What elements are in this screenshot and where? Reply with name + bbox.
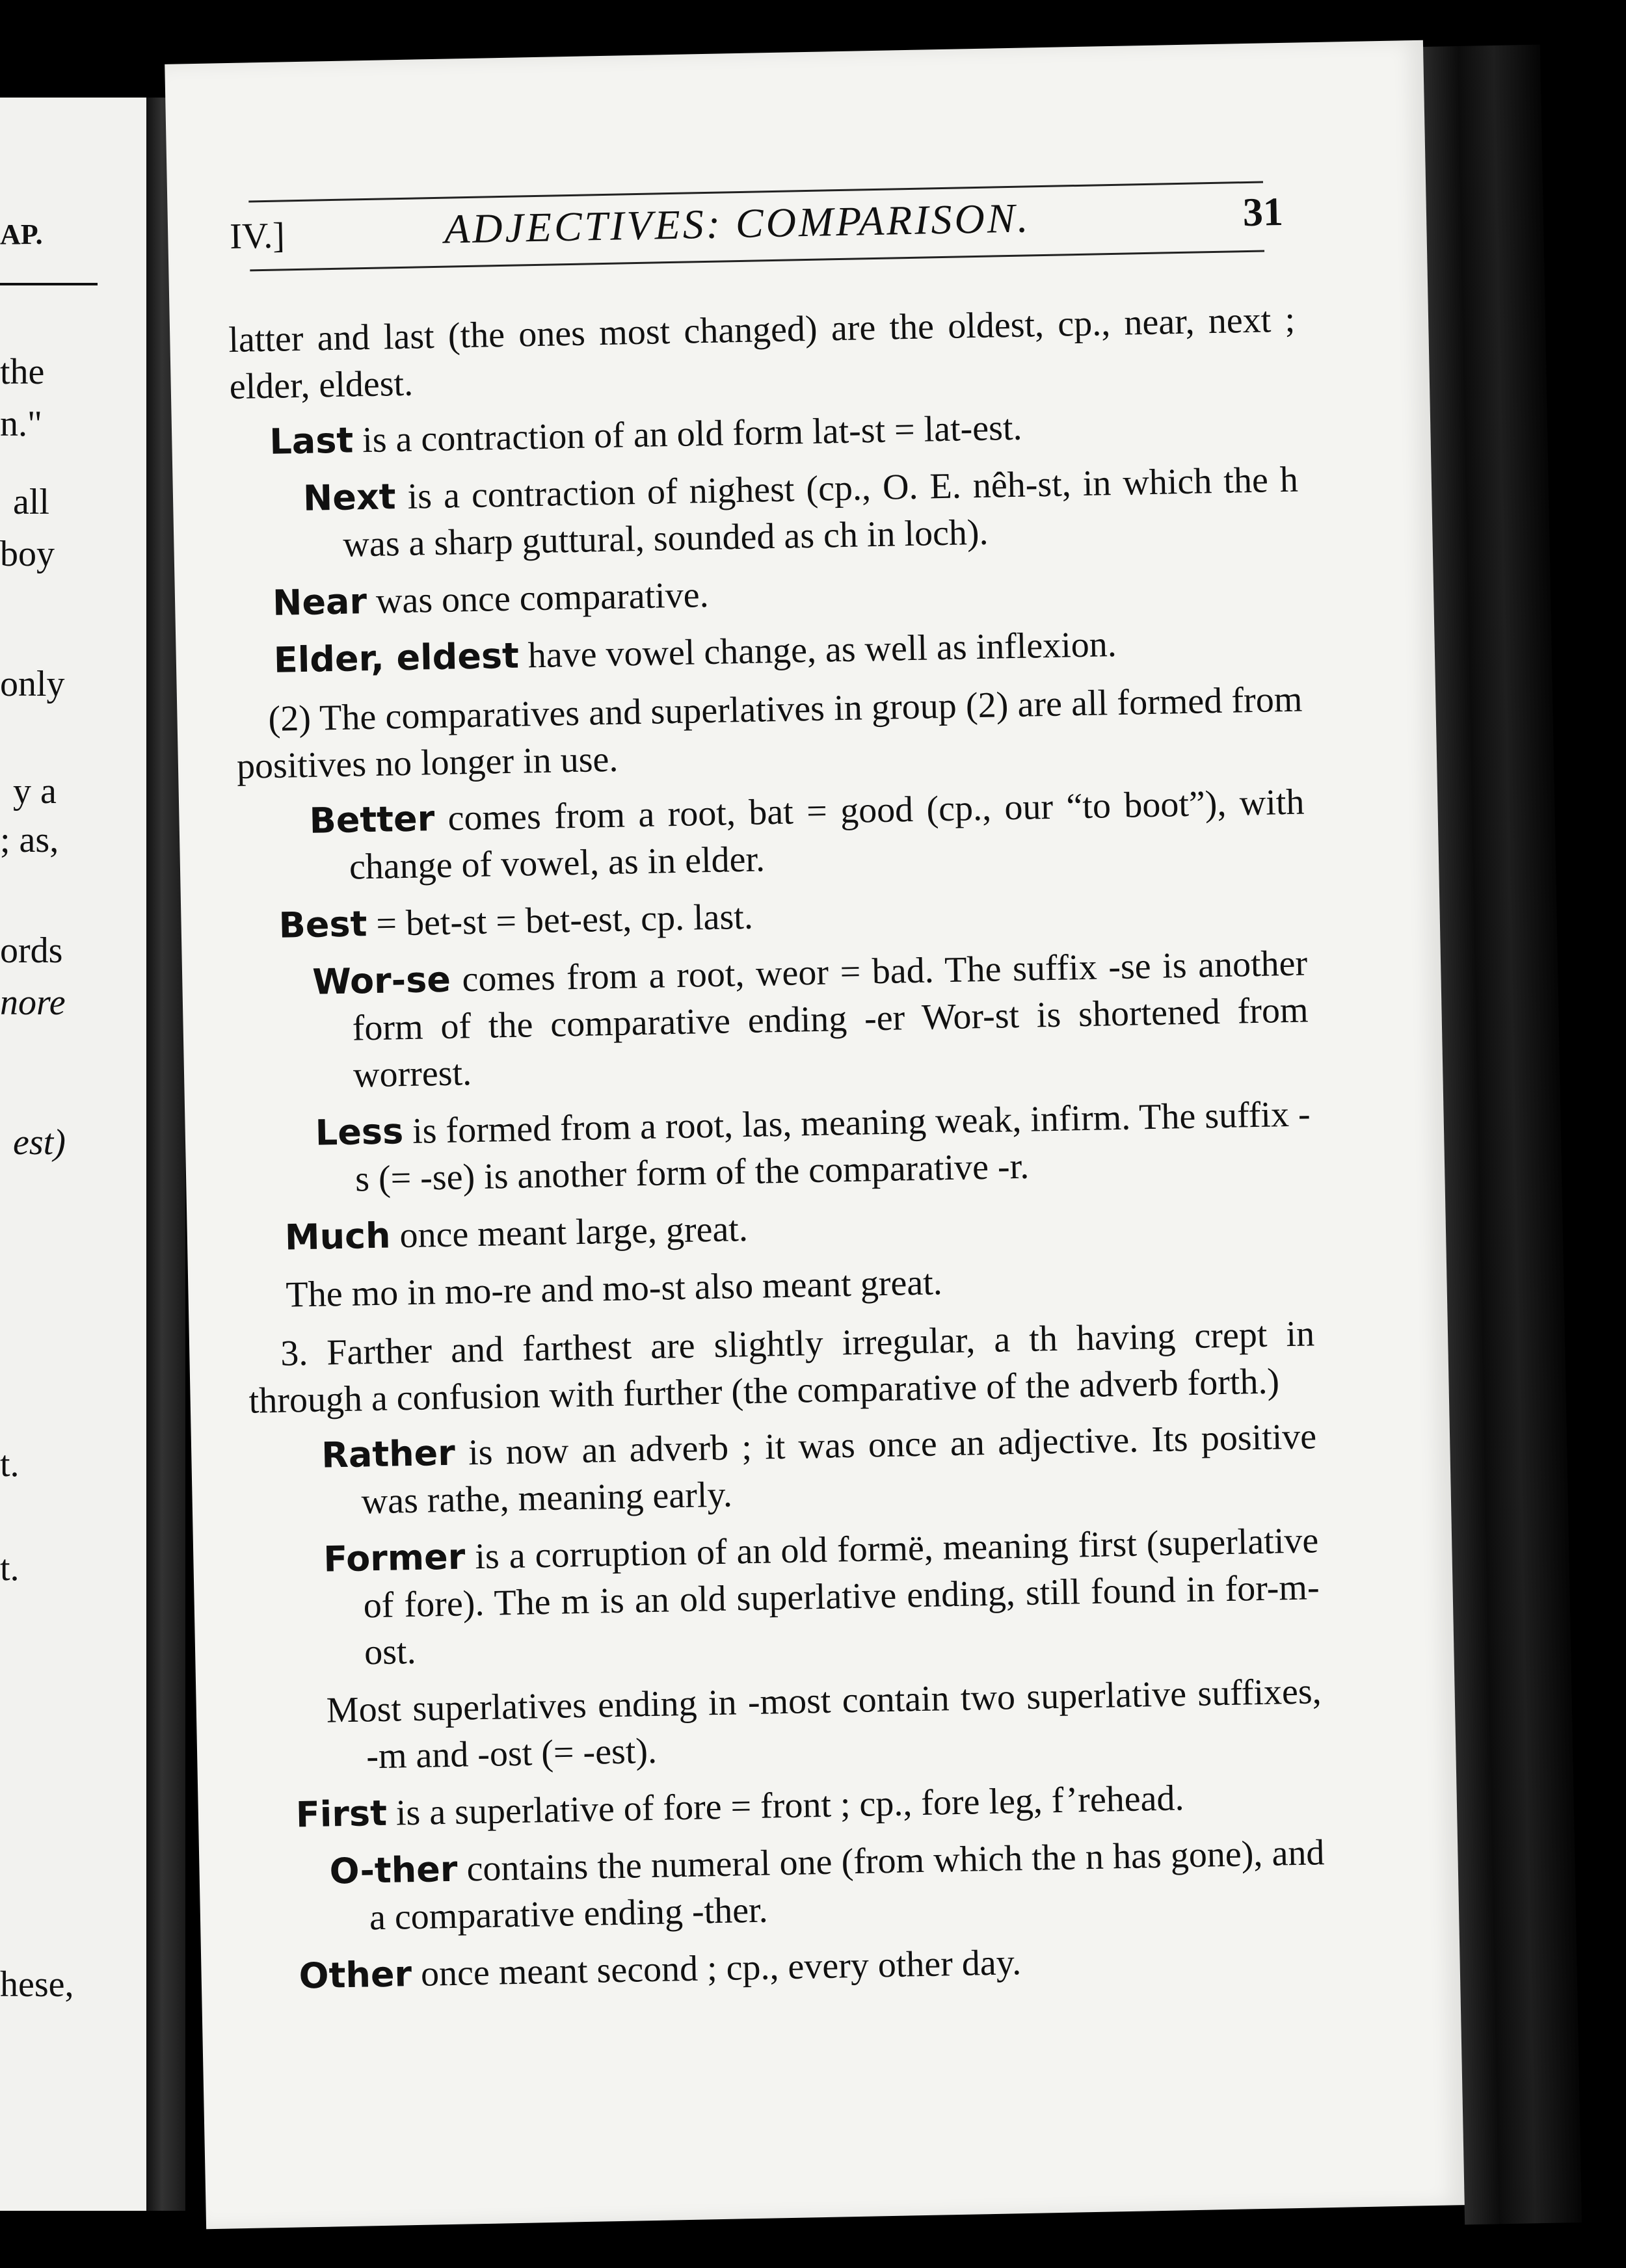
entry-text: once meant large, great.	[390, 1209, 749, 1256]
page-body	[228, 297, 1327, 2011]
left-page-line: est)	[13, 1122, 66, 1163]
left-page-line: only	[0, 664, 65, 704]
entry-text: was once comparative.	[366, 574, 710, 622]
left-page-line: nore	[0, 982, 66, 1023]
running-title: ADJECTIVES: COMPARISON.	[444, 194, 1032, 252]
entry-text: is formed from a root, las, meaning weak, infirm. The suffix -s (= -se) is another form of the comparative -r.	[354, 1094, 1311, 1200]
left-page-line: hese,	[0, 1964, 74, 2005]
left-page-line: t.	[0, 1444, 20, 1484]
entry-text: is now an adverb ; it was once an adjective. Its positive was rathe, meaning early.	[361, 1416, 1317, 1522]
entry-more: The mo in mo-re and mo-st also meant great.	[285, 1262, 943, 1315]
entry-text: is a contraction of an old form lat-st = lat-est.	[353, 407, 1022, 461]
entry-keyword: Last	[269, 419, 354, 462]
entry-keyword: Best	[278, 903, 368, 946]
chapter-marker: IV.]	[229, 215, 286, 257]
left-page-line: the	[0, 352, 45, 392]
group-2-paragraph: (2) The comparatives and superlatives in group (2) are all formed from positives no longer in use.	[236, 679, 1303, 787]
facing-page	[0, 98, 150, 2211]
entry-keyword: Next	[302, 476, 397, 519]
left-page-line: ; as,	[0, 820, 59, 860]
left-page-line: y a	[13, 771, 57, 811]
left-page-line: ords	[0, 930, 63, 971]
entry-keyword: Former	[323, 1536, 466, 1580]
entry-keyword: Other	[299, 1953, 412, 1997]
entry-keyword: First	[295, 1792, 388, 1836]
entry-text: is a corruption of an old formë, meaning first (superlative of fore). The m is an old superlative ending, still found in for-m-ost.	[363, 1520, 1320, 1673]
entry-worse	[241, 940, 1310, 1100]
entry-next	[231, 456, 1299, 570]
entry-best	[239, 882, 1307, 949]
entry-text: contains the numeral one (from which the n has gone), and a comparative ending -ther.	[369, 1832, 1325, 1938]
entry-keyword: Wor-se	[312, 958, 451, 1003]
entry-text: is a contraction of nighest (cp., O. E. nêh-st, in which the h was a sharp guttural, sounded as ch in loch).	[342, 459, 1299, 565]
left-page-rule	[0, 283, 98, 285]
entry-text: = bet-st = bet-est, cp. last.	[366, 896, 754, 945]
entry-most: Most superlatives ending in -most contain two superlative suffixes, -m and -ost (= -est).	[326, 1671, 1322, 1777]
left-page-line: all	[13, 482, 49, 522]
entry-near	[233, 560, 1300, 627]
entry-first	[256, 1772, 1324, 1839]
entry-keyword: Near	[272, 581, 367, 624]
entry-keyword: Better	[308, 798, 435, 841]
intro-paragraph: latter and last (the ones most changed) are the oldest, cp., near, next ; elder, eldest.	[228, 299, 1296, 408]
section-3-paragraph: 3. Farther and farthest are slightly irregular, a th having crept in through a confusion with further (the comparative of the adverb forth.)	[248, 1313, 1315, 1421]
entry-former	[252, 1517, 1321, 1678]
left-page-line: AP.	[0, 218, 43, 250]
entry-o-ther	[258, 1829, 1326, 1943]
entry-keyword: Elder, eldest	[273, 635, 520, 681]
entry-keyword: Less	[315, 1111, 404, 1154]
left-page-line: t.	[0, 1548, 20, 1589]
book-page	[165, 40, 1465, 2230]
running-head	[230, 189, 1284, 268]
entry-better	[237, 778, 1305, 892]
entry-other	[260, 1933, 1327, 2000]
entry-keyword: O-ther	[329, 1848, 459, 1892]
left-page-line: n."	[0, 404, 42, 444]
entry-elder	[234, 618, 1301, 685]
entry-less	[243, 1090, 1311, 1204]
page-number: 31	[1242, 189, 1284, 235]
left-page-line: boy	[0, 534, 55, 574]
entry-text: comes from a root, weor = bad. The suffix -se is another form of the comparative ending -er Wor-st is shortened from worrest.	[352, 943, 1309, 1096]
entry-text: comes from a root, bat = good (cp., our “to boot”), with change of vowel, as in elder.	[349, 782, 1305, 888]
entry-text: is a superlative of fore = front ; cp., fore leg, f’rehead.	[386, 1778, 1184, 1834]
entry-rather	[250, 1413, 1318, 1527]
entry-keyword: Rather	[321, 1432, 456, 1476]
entry-text: once meant second ; cp., every other day.	[411, 1942, 1022, 1995]
entry-keyword: Much	[284, 1215, 392, 1258]
entry-text: have vowel change, as well as inflexion.	[518, 624, 1117, 676]
entry-much	[245, 1194, 1313, 1261]
entry-last	[230, 399, 1298, 466]
